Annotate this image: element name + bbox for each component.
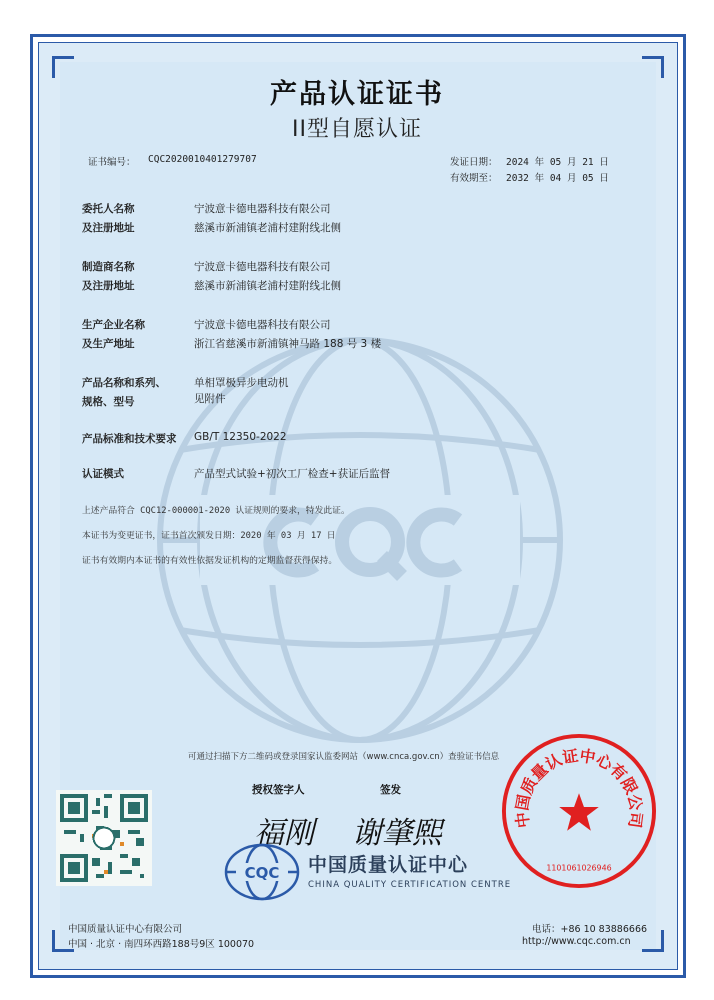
field-label: 产品名称和系列、 — [82, 377, 166, 389]
seal-number: 1101061026946 — [546, 863, 612, 873]
official-seal — [500, 732, 658, 890]
footer-phone: 电话：+86 10 83886666 — [532, 924, 648, 935]
footer-address: 中国 · 北京 · 南四环西路188号9区 100070 — [68, 939, 255, 950]
field-label: 委托人名称 — [82, 203, 135, 215]
center-name: 中国质量认证中心 — [308, 854, 469, 876]
cqc-logo — [222, 842, 302, 902]
expire-date: 2032 年 04 月 05 日 — [506, 173, 609, 184]
signer-label: 授权签字人 — [252, 784, 305, 796]
issue-date-label: 发证日期： — [450, 157, 498, 168]
note-line: 证书有效期内本证书的有效性依据发证机构的定期监督获得保持。 — [82, 556, 338, 566]
field-value: 慈溪市新浦镇老浦村建附线北侧 — [194, 280, 341, 292]
field-value: 宁波意卡德电器科技有限公司 — [194, 261, 331, 273]
certificate-title: 产品认证证书 — [270, 79, 444, 110]
note-line: 上述产品符合 CQC12-000001-2020 认证规则的要求，特发此证。 — [82, 506, 350, 516]
issuer-label: 签发 — [380, 784, 401, 796]
cqc-logo-text: CQC — [244, 864, 280, 882]
field-label: 制造商名称 — [82, 261, 135, 273]
field-value: 宁波意卡德电器科技有限公司 — [194, 319, 331, 331]
note-line: 本证书为变更证书，证书首次颁发日期：2020 年 03 月 17 日 — [82, 531, 336, 541]
field-label: 及生产地址 — [82, 338, 135, 350]
issuer-signature: 谢肇熙 — [352, 816, 442, 851]
qr-code[interactable] — [56, 790, 152, 886]
field-value: GB/T 12350-2022 — [194, 431, 287, 443]
cert-no-label: 证书编号： — [88, 157, 136, 168]
field-value: 单相罩极异步电动机 — [194, 377, 289, 389]
field-value: 产品型式试验+初次工厂检查+获证后监督 — [194, 468, 391, 480]
qr-verify-note: 可通过扫描下方二维码或登录国家认监委网站（www.cnca.gov.cn）查验证书信息 — [188, 752, 500, 762]
field-label: 及注册地址 — [82, 222, 135, 234]
field-label: 产品标准和技术要求 — [82, 433, 177, 445]
field-label: 规格、型号 — [82, 396, 135, 408]
cert-no: CQC2020010401279707 — [148, 154, 257, 165]
field-value: 慈溪市新浦镇老浦村建附线北侧 — [194, 222, 341, 234]
field-value: 见附件 — [194, 393, 226, 405]
field-label: 认证模式 — [82, 468, 124, 480]
footer-website[interactable]: http://www.cqc.com.cn — [522, 936, 631, 947]
field-value: 浙江省慈溪市新浦镇神马路 188 号 3 楼 — [194, 338, 382, 350]
certificate-subtitle: II型自愿认证 — [292, 117, 422, 142]
center-name-english: CHINA QUALITY CERTIFICATION CENTRE — [308, 880, 512, 890]
signer-signature: 福刚 — [254, 816, 314, 851]
issue-date: 2024 年 05 月 21 日 — [506, 157, 609, 168]
field-label: 生产企业名称 — [82, 319, 145, 331]
seal-text: 中国质量认证中心有限公司 — [512, 745, 646, 830]
footer-company: 中国质量认证中心有限公司 — [68, 924, 183, 935]
expire-date-label: 有效期至： — [450, 173, 498, 184]
field-label: 及注册地址 — [82, 280, 135, 292]
field-value: 宁波意卡德电器科技有限公司 — [194, 203, 331, 215]
